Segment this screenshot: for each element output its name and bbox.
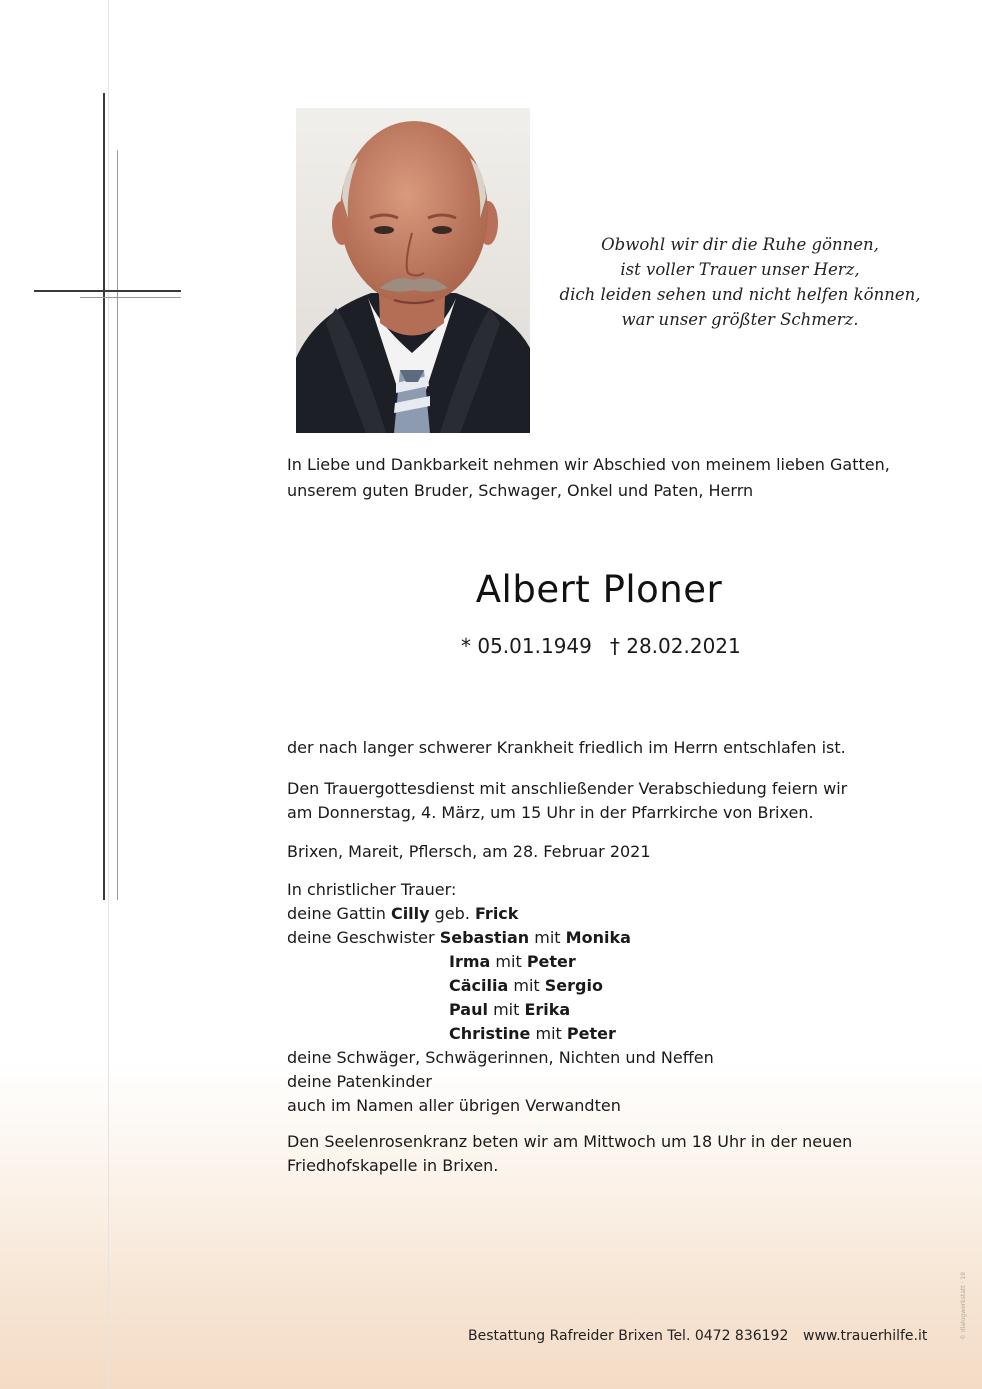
with-word: mit [535, 1024, 562, 1043]
sibling-partner: Erika [524, 1000, 571, 1019]
mourner-other: auch im Namen aller übrigen Verwandten [287, 1096, 621, 1115]
with-word: mit [534, 928, 561, 947]
sibling-name: Paul [449, 1000, 488, 1019]
with-word: mit [495, 952, 522, 971]
birth-date: * 05.01.1949 [461, 634, 592, 658]
poem-line: Obwohl wir dir die Ruhe gönnen, [601, 235, 879, 254]
intro-line: unserem guten Bruder, Schwager, Onkel und Paten, Herrn [287, 481, 754, 500]
poem-line: ist voller Trauer unser Herz, [620, 260, 860, 279]
left-margin-rule [108, 0, 109, 1389]
life-dates [461, 632, 741, 660]
mourners-heading: In christlicher Trauer: [287, 880, 457, 899]
undertaker-contact: Bestattung Rafreider Brixen Tel. 0472 836192 [468, 1328, 789, 1344]
mourner-other: deine Patenkinder [287, 1072, 432, 1091]
portrait-illustration [296, 108, 530, 433]
sibling-partner: Monika [565, 928, 631, 947]
funeral-service-info [287, 777, 967, 825]
spouse-prefix: deine Gattin [287, 904, 386, 923]
death-date: † 28.02.2021 [609, 634, 741, 658]
sibling-name: Cäcilia [449, 976, 509, 995]
death-statement-text: der nach langer schwerer Krankheit friedlich im Herrn entschlafen ist. [287, 738, 846, 757]
designer-credit: © dialogwerkstatt · 19 [960, 1272, 967, 1340]
cross-vertical-bar [103, 93, 105, 900]
sibling-name: Sebastian [439, 928, 530, 947]
farewell-intro [287, 452, 967, 504]
mourner-sibling [287, 1022, 967, 1046]
mourner-sibling [287, 974, 967, 998]
sibling-partner: Peter [526, 952, 576, 971]
mourner-sibling [287, 998, 967, 1022]
with-word: mit [493, 1000, 520, 1019]
memorial-poem [540, 232, 940, 332]
deceased-name: Albert Ploner [475, 568, 723, 611]
website-link[interactable]: www.trauerhilfe.it [803, 1328, 928, 1344]
service-line: am Donnerstag, 4. März, um 15 Uhr in der Pfarrkirche von Brixen. [287, 803, 814, 822]
sibling-partner: Peter [566, 1024, 616, 1043]
rosary-line: Friedhofskapelle in Brixen. [287, 1156, 499, 1175]
with-word: mit [513, 976, 540, 995]
spouse-geb: geb. [434, 904, 470, 923]
cross-vertical-shadow [117, 150, 118, 900]
cross-horizontal-shadow [80, 297, 181, 298]
siblings-prefix: deine Geschwister [287, 928, 435, 947]
mourners-list [287, 878, 967, 1178]
cross-horizontal-bar [34, 290, 181, 292]
sibling-partner: Sergio [544, 976, 603, 995]
portrait-photo [296, 108, 530, 433]
spouse-name: Cilly [390, 904, 430, 923]
mourner-sibling [287, 950, 967, 974]
place-date-text: Brixen, Mareit, Pflersch, am 28. Februar 2021 [287, 842, 651, 861]
intro-line: In Liebe und Dankbarkeit nehmen wir Abschied von meinem lieben Gatten, [287, 455, 890, 474]
service-line: Den Trauergottesdienst mit anschließender Verabschiedung feiern wir [287, 779, 848, 798]
rosary-line: Den Seelenrosenkranz beten wir am Mittwoch um 18 Uhr in der neuen [287, 1132, 853, 1151]
death-statement [287, 736, 967, 760]
mourner-spouse [287, 902, 967, 926]
place-and-date [287, 840, 967, 864]
sibling-name: Irma [449, 952, 491, 971]
poem-line: war unser größter Schmerz. [621, 310, 859, 329]
sibling-name: Christine [449, 1024, 531, 1043]
poem-line: dich leiden sehen und nicht helfen können, [559, 285, 921, 304]
spouse-maiden-name: Frick [475, 904, 519, 923]
mourner-other: deine Schwäger, Schwägerinnen, Nichten und Neffen [287, 1048, 714, 1067]
mourner-sibling [287, 926, 967, 950]
spacer [287, 1118, 967, 1130]
